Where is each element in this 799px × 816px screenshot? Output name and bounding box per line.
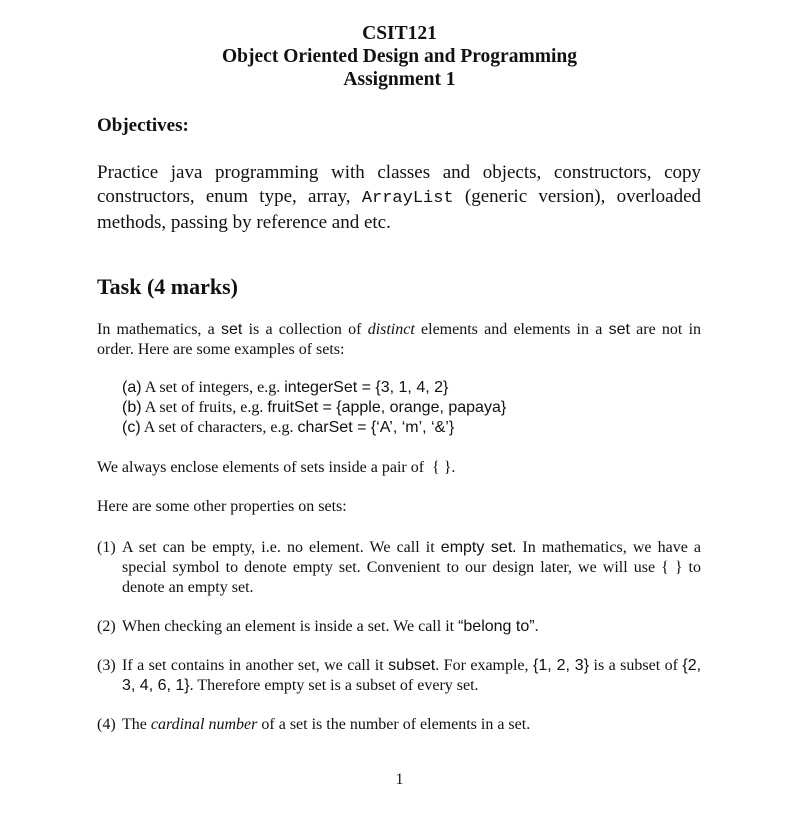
braces-symbol: { }. [432,459,456,476]
other-properties-intro: Here are some other properties on sets: [97,498,347,515]
intro-text-1: In mathematics, a [97,321,215,338]
list-item [122,398,506,418]
distinct-term: distinct [367,321,415,338]
course-code: CSIT121 [362,23,437,44]
property-text: is a subset of [593,657,678,674]
example-text: A set of fruits, e.g. [144,399,264,416]
document-header [0,22,799,91]
objectives-heading: Objectives: [97,115,189,136]
set-term: set [608,321,630,338]
example-text: A set of characters, e.g. [143,419,294,436]
property-text: . Therefore empty set is a subset of every set. [189,677,479,694]
property-item [97,617,701,637]
subset-term: subset [388,657,436,674]
example-set: {2, 3, 4, 6, 1} [122,657,702,694]
enclose-sentence [97,459,455,477]
property-number: (1) [97,539,116,556]
property-number: (2) [97,618,116,635]
property-text: If a set contains in another set, we call it [122,657,384,674]
belong-to-term: “belong to” [458,618,535,635]
property-item [97,656,701,696]
objectives-text [97,161,701,235]
set-term: set [220,321,243,338]
example-value: fruitSet = {apple, orange, papaya} [267,399,507,416]
objectives-text-after: (generic version), overloaded methods, passing by reference and etc. [97,186,702,233]
property-body [122,715,701,735]
example-set: {1, 2, 3} [533,657,590,674]
property-text: When checking an element is inside a set. We call it [122,618,455,635]
objectives-text-before: Practice java programming with classes and objects, constructors, copy constructors, enum type, array, [97,162,701,207]
example-label: (a) [122,379,142,396]
task-heading: Task (4 marks) [97,274,238,299]
example-label: (c) [122,419,141,436]
property-body [122,538,701,598]
arraylist-code: ArrayList [361,189,454,208]
property-text: A set can be empty, i.e. no element. We call it [122,539,435,556]
set-examples-list [122,378,506,438]
example-value: integerSet = {3, 1, 4, 2} [284,379,449,396]
property-text: of a set is the number of elements in a set. [261,716,531,733]
property-body [122,617,701,637]
list-item [122,418,506,438]
property-text: . In mathematics, we have a special symbol to denote empty set. Convenient to our design later, we will use { } to denote an empty set. [122,539,702,596]
example-value: charSet = {‘A’, ‘m’, ‘&’} [297,419,455,436]
course-title: Object Oriented Design and Programming [222,46,577,67]
intro-text-4: are not in order. Here are some examples of sets: [97,321,702,358]
assignment-title: Assignment 1 [343,69,456,90]
page-number: 1 [395,771,404,788]
property-text: . [534,618,539,635]
enclose-text: We always enclose elements of sets inside a pair of [97,459,425,476]
property-number: (3) [97,657,116,674]
example-label: (b) [122,399,142,416]
intro-text-3: elements and elements in a [421,321,603,338]
property-body [122,656,701,696]
cardinal-number-term: cardinal number [150,716,258,733]
empty-set-term: empty set [440,539,513,556]
example-text: A set of integers, e.g. [144,379,281,396]
task-intro [97,320,701,360]
property-text: The [122,716,147,733]
property-number: (4) [97,716,116,733]
intro-text-2: is a collection of [248,321,362,338]
property-item [97,715,701,735]
property-item [97,538,701,598]
property-text: . For example, [435,657,529,674]
list-item [122,378,506,398]
